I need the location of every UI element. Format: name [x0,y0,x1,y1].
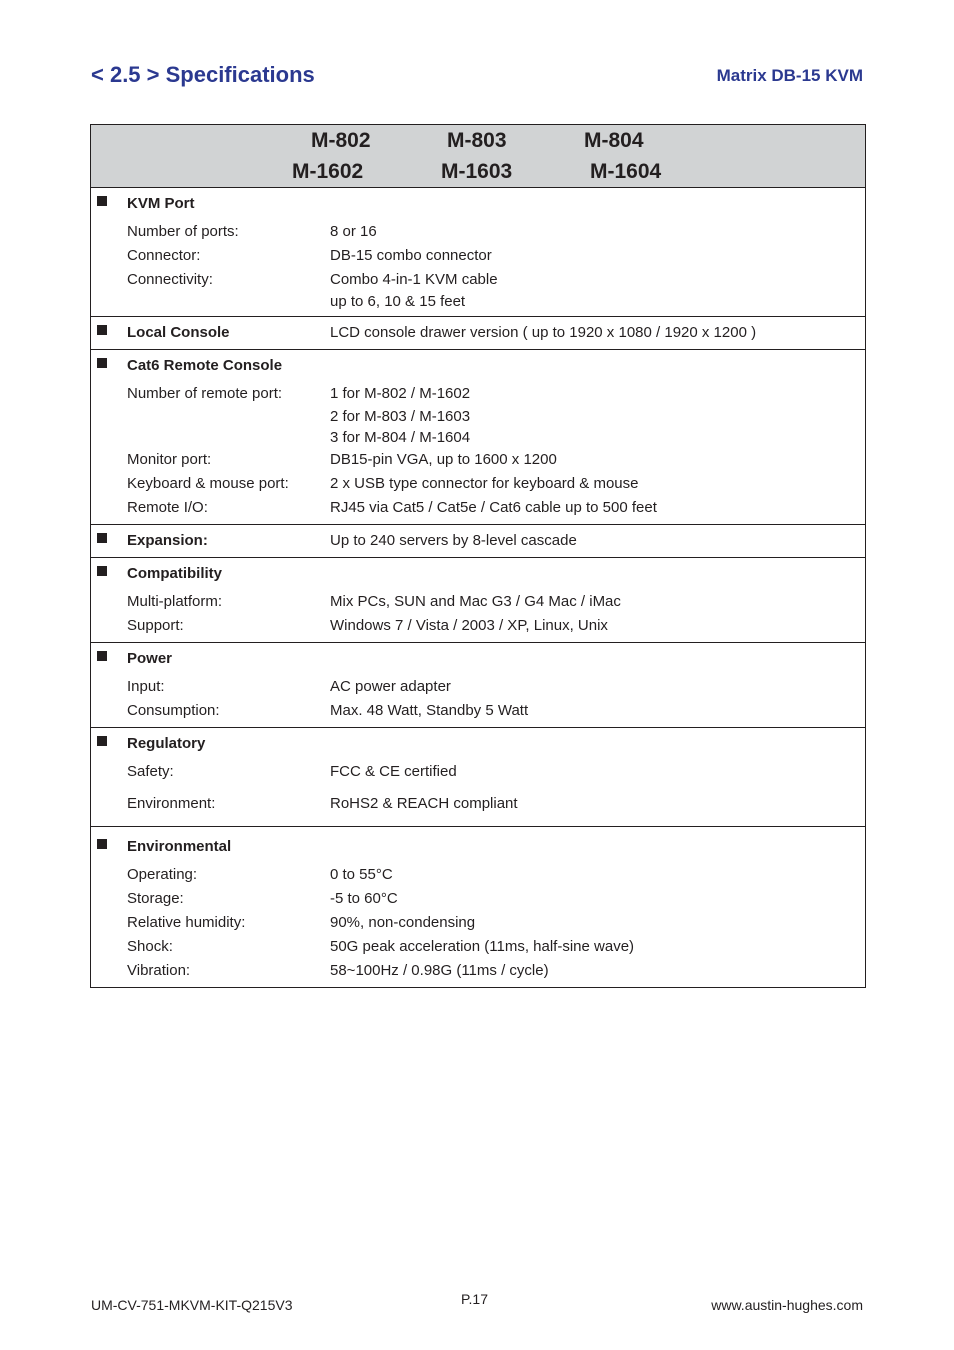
spec-label: Multi-platform: [127,593,223,610]
spec-table [90,124,866,988]
spec-label: Monitor port: [127,451,212,468]
spec-row [91,382,865,406]
spec-section [91,317,866,350]
spec-section [91,728,866,827]
spec-row [91,760,865,784]
spec-row [91,244,865,268]
footer-website: www.austin-hughes.com [711,1297,863,1313]
spec-value: 3 for M-804 / M-1604 [330,429,471,446]
square-bullet-icon [97,566,107,576]
spec-label: Environment: [127,795,216,812]
spec-section-row [91,350,866,525]
section-heading: Cat6 Remote Console [127,357,283,374]
spec-label: Shock: [127,938,173,955]
spec-row [91,911,865,935]
spec-row [91,590,865,614]
spec-value: Max. 48 Watt, Standby 5 Watt [330,702,529,719]
spec-value: 2 for M-803 / M-1603 [330,408,471,425]
section-heading: Regulatory [127,735,206,752]
spec-row [91,426,865,448]
spec-section-row [91,728,866,827]
spec-row [91,887,865,911]
spec-value: DB-15 combo connector [330,247,492,264]
spec-value: -5 to 60°C [330,890,398,907]
spec-section [91,188,866,317]
spec-row [91,699,865,723]
spec-value: 58~100Hz / 0.98G (11ms / cycle) [330,962,549,979]
footer-page-number: P.17 [461,1291,488,1307]
spec-label: Number of ports: [127,223,239,240]
spec-label: Remote I/O: [127,499,208,516]
section-heading: Expansion: [127,532,208,549]
spec-value: 90%, non-condensing [330,914,476,931]
spec-row [91,472,865,496]
spec-label: Number of remote port: [127,385,283,402]
spec-value: Windows 7 / Vista / 2003 / XP, Linux, Unix [330,617,608,634]
section-heading-row [91,321,865,345]
section-heading: Compatibility [127,565,223,582]
spec-section-row [91,525,866,558]
spec-label: Operating: [127,866,198,883]
spec-section [91,558,866,643]
section-heading-value: LCD console drawer version ( up to 1920 x 1080 / 1920 x 1200 ) [330,324,757,341]
model-m1604: M-1604 [590,160,662,183]
spec-label: Relative humidity: [127,914,246,931]
footer-doc-id: UM-CV-751-MKVM-KIT-Q215V3 [91,1297,293,1313]
spec-label: Connector: [127,247,201,264]
spec-section [91,525,866,558]
page-title: < 2.5 > Specifications [91,62,315,87]
spec-row [91,863,865,887]
spec-label: Keyboard & mouse port: [127,475,289,492]
spec-value: 0 to 55°C [330,866,393,883]
spec-label: Connectivity: [127,271,213,288]
spec-label: Storage: [127,890,184,907]
model-header-row [91,125,866,188]
square-bullet-icon [97,839,107,849]
square-bullet-icon [97,325,107,335]
spec-row [91,792,865,816]
model-m1603: M-1603 [441,160,513,183]
spec-label: Support: [127,617,184,634]
square-bullet-icon [97,196,107,206]
spec-row [91,268,865,292]
model-m802: M-802 [311,129,371,152]
square-bullet-icon [97,651,107,661]
spec-row [91,290,865,312]
spec-row [91,405,865,427]
spec-value: 50G peak acceleration (11ms, half-sine wave) [330,938,635,955]
spec-value: 8 or 16 [330,223,377,240]
section-heading-row [91,732,865,756]
section-heading: Environmental [127,838,232,855]
section-heading: Power [127,650,173,667]
spec-label: Input: [127,678,165,695]
section-heading-row [91,354,865,378]
product-name: Matrix DB-15 KVM [716,66,863,85]
spec-value: 2 x USB type connector for keyboard & mouse [330,475,639,492]
spec-row [91,614,865,638]
spec-section [91,643,866,728]
spec-label: Consumption: [127,702,220,719]
section-heading-value: Up to 240 servers by 8-level cascade [330,532,577,549]
spec-value: FCC & CE certified [330,763,457,780]
spec-section [91,827,866,988]
section-heading-row [91,192,865,216]
spec-section-row [91,643,866,728]
spec-value: Mix PCs, SUN and Mac G3 / G4 Mac / iMac [330,593,621,610]
spec-row [91,448,865,472]
spec-value: DB15-pin VGA, up to 1600 x 1200 [330,451,557,468]
spec-row [91,220,865,244]
spec-label: Safety: [127,763,174,780]
spec-section-row [91,317,866,350]
spec-section [91,350,866,525]
section-heading-row [91,529,865,553]
model-header-cell [91,125,866,188]
section-heading: Local Console [127,324,230,341]
model-m803: M-803 [447,129,507,152]
spec-value: RoHS2 & REACH compliant [330,795,518,812]
square-bullet-icon [97,533,107,543]
spec-section-row [91,827,866,988]
spec-row [91,675,865,699]
square-bullet-icon [97,358,107,368]
model-m804: M-804 [584,129,644,152]
spec-value: RJ45 via Cat5 / Cat5e / Cat6 cable up to 500 feet [330,499,657,516]
spec-value: 1 for M-802 / M-1602 [330,385,471,402]
model-m1602: M-1602 [292,160,364,183]
spec-value: up to 6, 10 & 15 feet [330,293,466,310]
section-heading-row [91,562,865,586]
spec-row [91,959,865,983]
spec-row [91,935,865,959]
spec-section-row [91,188,866,317]
spec-label: Vibration: [127,962,191,979]
spec-value: AC power adapter [330,678,451,695]
square-bullet-icon [97,736,107,746]
section-heading-row [91,647,865,671]
spec-value: Combo 4-in-1 KVM cable [330,271,498,288]
spec-row [91,496,865,520]
spec-section-row [91,558,866,643]
section-heading-row [91,835,865,859]
section-heading: KVM Port [127,195,195,212]
